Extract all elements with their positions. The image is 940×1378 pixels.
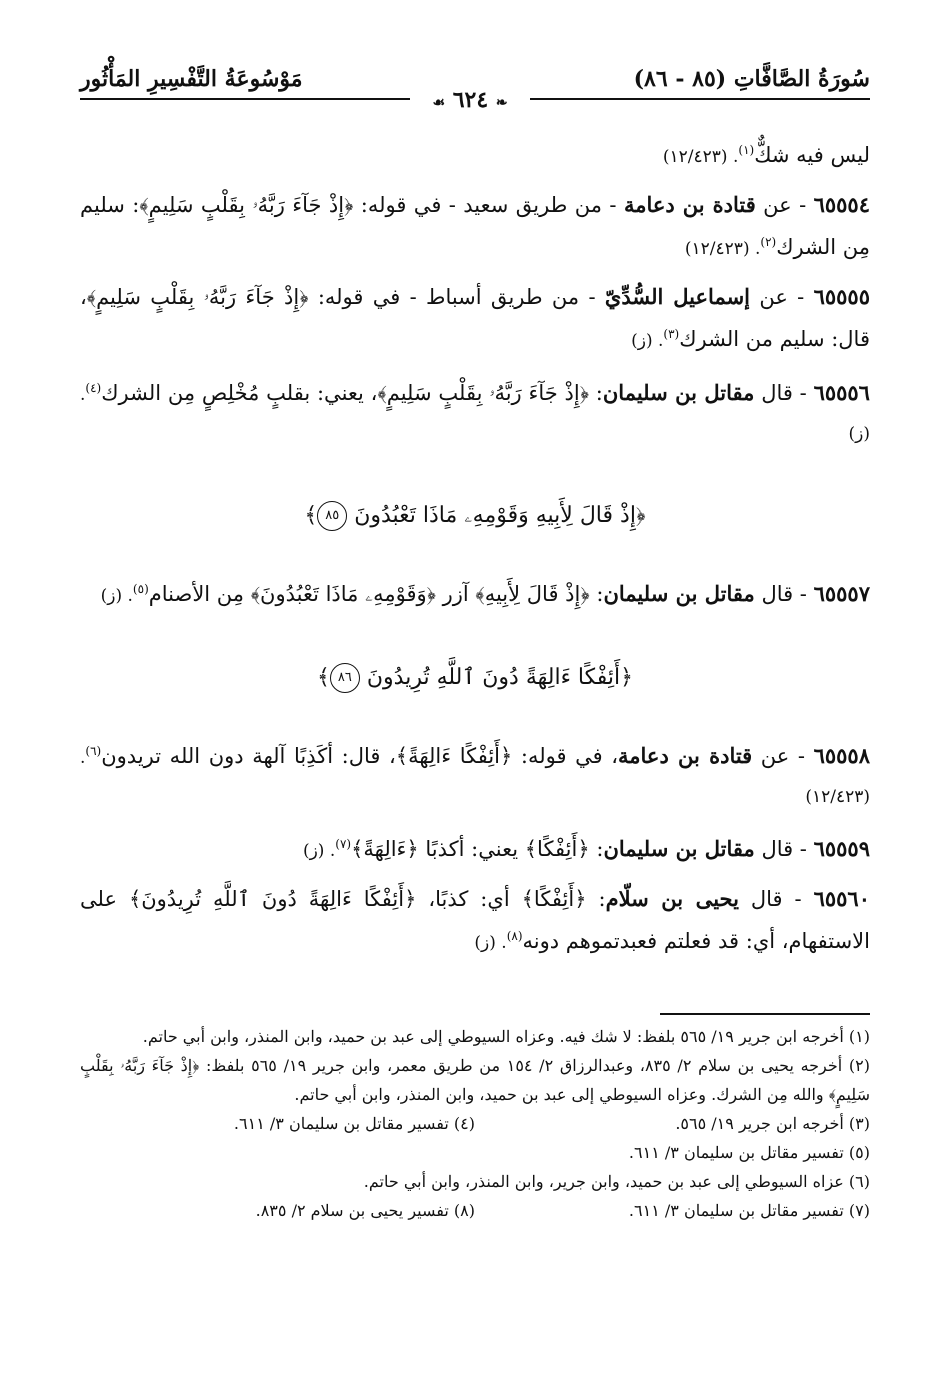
ornament-icon: ❧	[495, 95, 508, 111]
surah-title: سُورَةُ الصَّافَّاتِ (٨٥ - ٨٦)	[633, 66, 870, 92]
footnote-rule	[660, 1013, 870, 1015]
narrator-name: قتادة بن دعامة	[623, 192, 756, 217]
narrator-name: مقاتل بن سليمان	[603, 581, 755, 606]
athar-65554: ٦٥٥٥٤ - عن قتادة بن دعامة - من طريق سعيد - في قوله: ﴿إِذْ جَآءَ رَبَّهُۥ بِقَلْبٍ سَلِيمٍ﴾: سليم مِن الشرك$^{(٢)}$. (١٢/٤٢٣)	[80, 192, 870, 259]
athar-65556: ٦٥٥٥٦ - قال مقاتل بن سليمان: ﴿إِذْ جَآءَ رَبَّهُۥ بِقَلْبٍ سَلِيمٍ﴾، يعني: بقلبٍ مُخْلِصٍ مِن الشرك$^{(٤)}$. (ز)	[80, 380, 870, 444]
footnote-row	[80, 1109, 870, 1138]
narrator-name: مقاتل بن سليمان	[603, 836, 755, 861]
footnote-1: (١) أخرجه ابن جرير ١٩/ ٥٦٥ بلفظ: لا شك فيه. وعزاه السيوطي إلى عبد بن حميد، وابن المنذر، وابن أبي حاتم.	[142, 1027, 870, 1046]
page-number: ❧ ٦٢٤ ☙	[410, 88, 530, 112]
footnote-3: (٣) أخرجه ابن جرير ١٩/ ٥٦٥.	[675, 1114, 870, 1133]
quran-quote: ﴿وَقَوْمِهِۦ مَاذَا تَعْبُدُونَ﴾	[250, 582, 436, 606]
footnote-2: (٢) أخرجه يحيى بن سلام ٢/ ٨٣٥، وعبدالرزاق ٢/ ١٥٤ من طريق معمر، وابن جرير ١٩/ ٥٦٥ بلفظ: ﴿إِذْ جَآءَ رَبَّهُۥ بِقَلْبٍ سَلِيمٍ﴾ والله مِن الشرك. وعزاه السيوطي إلى عبد بن حميد، وابن المنذر، وابن أبي حاتم.	[80, 1056, 870, 1104]
athar-65558: ٦٥٥٥٨ - عن قتادة بن دعامة، في قوله: ﴿أَئِفْكًا ءَالِهَةً﴾، قال: أكَذِبًا آلهة دون الله تريدون$^{(٦)}$. (١٢/٤٢٣)	[80, 743, 870, 807]
footnote-6: (٦) عزاه السيوطي إلى عبد بن حميد، وابن جرير، وابن المنذر، وابن أبي حاتم.	[363, 1172, 870, 1191]
main-text	[80, 132, 870, 972]
footnote-row	[80, 1196, 870, 1225]
quran-quote: ﴿إِذْ جَآءَ رَبَّهُۥ بِقَلْبٍ سَلِيمٍ﴾	[377, 381, 590, 405]
book-title: مَوْسُوعَةُ التَّفْسِيرِ المَأْثُور	[80, 66, 303, 92]
ayah-number-icon: ٨٥	[317, 501, 347, 531]
quran-quote: ﴿إِذْ قَالَ لِأَبِيهِ﴾	[475, 582, 590, 606]
quran-quote: ﴿أَئِفْكًا﴾	[524, 837, 590, 861]
narrator-name: قتادة بن دعامة	[618, 743, 753, 768]
quran-quote: ﴿ءَالِهَةً﴾	[351, 837, 419, 861]
ornament-icon: ☙	[432, 95, 446, 111]
quran-quote: ﴿إِذْ جَآءَ رَبَّهُۥ بِقَلْبٍ سَلِيمٍ﴾	[139, 193, 354, 217]
narrator-name: يحيى بن سلّام	[605, 886, 739, 911]
narrator-name: مقاتل بن سليمان	[602, 380, 755, 405]
athar-65557: ٦٥٥٥٧ - قال مقاتل بن سليمان: ﴿إِذْ قَالَ لِأَبِيهِ﴾ آزر ﴿وَقَوْمِهِۦ مَاذَا تَعْبُدُونَ﴾ مِن الأصنام$^{(٥)}$. (ز)	[100, 581, 870, 606]
ayah-heading-85: ﴿إِذْ قَالَ لِأَبِيهِ وَقَوْمِهِۦ مَاذَا تَعْبُدُونَ ٨٥﴾	[80, 501, 870, 531]
footnotes	[80, 1022, 870, 1225]
quran-quote: ﴿أَئِفْكًا ءَالِهَةً﴾	[395, 744, 513, 768]
quran-quote: ﴿أَئِفْكًا﴾	[521, 887, 587, 911]
ayah-number-icon: ٨٦	[330, 663, 360, 693]
athar-65555: ٦٥٥٥٥ - عن إسماعيل السُّدِّيّ - من طريق أسباط - في قوله: ﴿إِذْ جَآءَ رَبَّهُۥ بِقَلْبٍ سَلِيمٍ﴾، قال: سليم من الشرك$^{(٣)}$. (ز)	[80, 284, 870, 351]
quran-quote: ﴿أَئِفْكًا ءَالِهَةً دُونَ ٱللَّهِ تُرِيدُونَ﴾	[128, 887, 417, 911]
quran-quote: ﴿إِذْ جَآءَ رَبَّهُۥ بِقَلْبٍ سَلِيمٍ﴾	[86, 285, 309, 309]
athar-65559: ٦٥٥٥٩ - قال مقاتل بن سليمان: ﴿أَئِفْكًا﴾ يعني: أكذبًا ﴿ءَالِهَةً﴾$^{(٧)}$. (ز)	[302, 836, 870, 861]
paragraph: ليس فيه شكٌّ$^{(١)}$. (١٢/٤٢٣)	[662, 143, 870, 167]
footnote-7: (٧) تفسير مقاتل بن سليمان ٣/ ٦١١.	[628, 1201, 870, 1220]
footnote-8: (٨) تفسير يحيى بن سلام ٢/ ٨٣٥.	[255, 1201, 475, 1220]
ayah-heading-86: ﴿أَئِفْكًا ءَالِهَةً دُونَ ٱللَّهِ تُرِيدُونَ ٨٦﴾	[80, 663, 870, 693]
athar-65560: ٦٥٥٦٠ - قال يحيى بن سلّام: ﴿أَئِفْكًا﴾ أي: كذبًا، ﴿أَئِفْكًا ءَالِهَةً دُونَ ٱللَّهِ تُرِيدُونَ﴾ على الاستفهام، أي: قد فعلتم فعبدتموهم دونه$^{(٨)}$. (ز)	[80, 886, 870, 953]
footnote-4: (٤) تفسير مقاتل بن سليمان ٣/ ٦١١.	[233, 1114, 475, 1133]
narrator-name: إسماعيل السُّدِّيّ	[604, 284, 751, 309]
footnote-5: (٥) تفسير مقاتل بن سليمان ٣/ ٦١١.	[628, 1143, 870, 1162]
